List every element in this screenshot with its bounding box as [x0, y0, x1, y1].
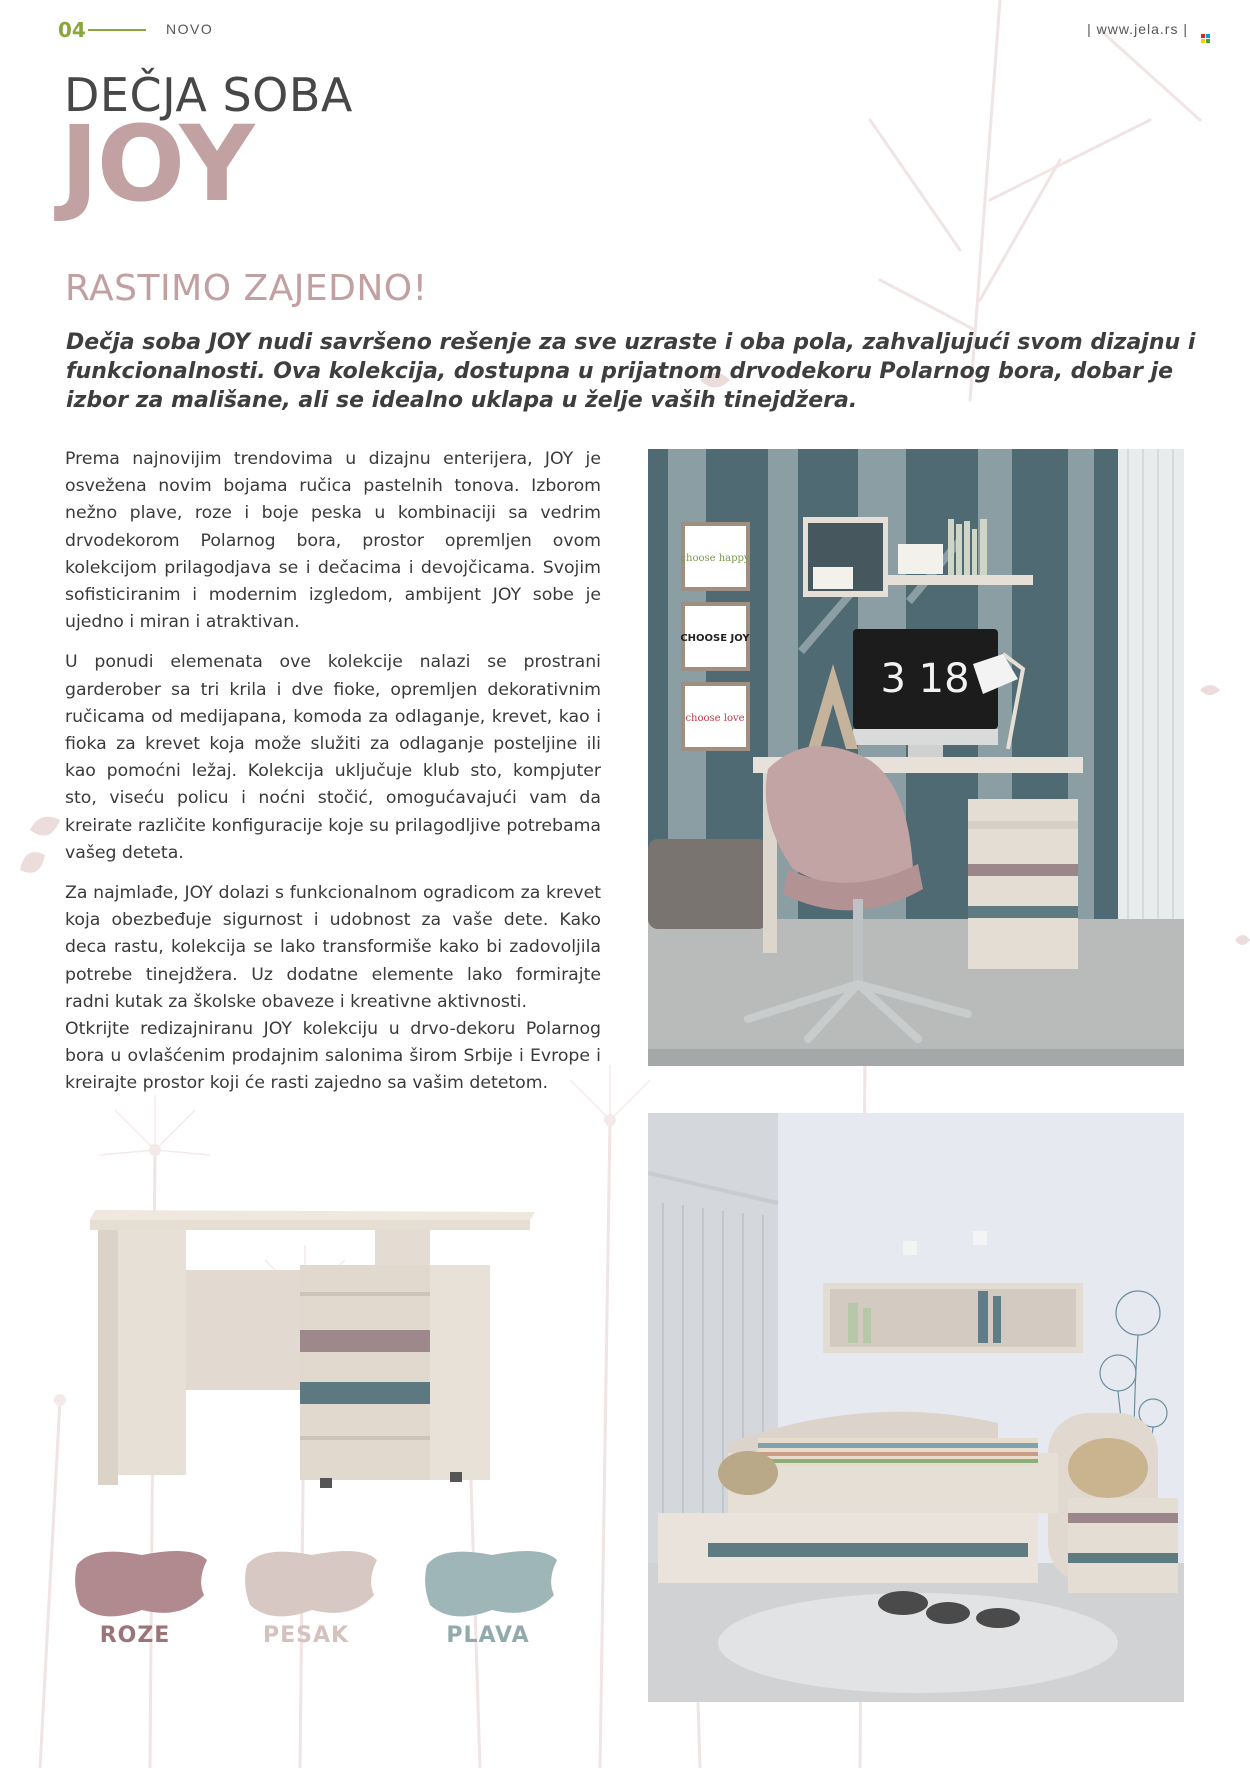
- swatch-plava: [422, 1540, 562, 1630]
- title-line-1: DEČJA SOBA: [64, 68, 353, 122]
- swatch-pesak: [242, 1540, 382, 1630]
- monitor-clock: 3 18: [880, 656, 970, 702]
- body-paragraph-1: Prema najnovijim trendovima u dizajnu enterijera, JOY je osvežena novim bojama ručica pastelnih tonova. Izborom nežno plave, roze i boje peska u kombinaciji sa vedrim drvodekorom Polarnog bora, prostor opremljen ovom kolekcijom prilagodjava se i dečacima i devojčicama. Svojim sofisticiranim i modernim izgledom, ambijent JOY sobe je ujedno i miran i atraktivan.: [65, 449, 601, 633]
- frame-text-2: CHOOSE JOY: [680, 633, 750, 644]
- website-link[interactable]: | www.jela.rs |: [1087, 21, 1188, 37]
- color-logo-icon: [1201, 34, 1210, 43]
- subtitle: RASTIMO ZAJEDNO!: [65, 268, 428, 309]
- swatch-label-roze: ROZE: [99, 1623, 171, 1648]
- header-rule: [88, 29, 146, 31]
- page-number: 04: [58, 18, 86, 42]
- swatch-roze: [72, 1540, 212, 1630]
- swatch-plava-shape: [425, 1551, 557, 1616]
- body-text: [65, 446, 601, 1111]
- frame-text-1: choose happy: [680, 553, 750, 564]
- body-paragraph-3: Za najmlađe, JOY dolazi s funkcionalnom ogradicom za krevet koja obezbeđuje sigurnost i udobnost za vaše dete. Kako deca rastu, kolekcija se lako transformiše kako bi zadovoljila potrebe tinejdžera. Uz dodatne elemente lako formirajte radni kutak za školske obaveze i kreativne aktivnosti.: [65, 883, 601, 1012]
- swatch-label-pesak: PESAK: [262, 1623, 350, 1648]
- lead-paragraph: Dečja soba JOY nudi savršeno rešenje za sve uzraste i oba pola, zahvaljujući svom dizajnu i funkcionalnosti. Ova kolekcija, dostupna u prijatnom drvodekoru Polarnog bora, dobar je izbor za mališane, ali se idealno uklapa u želje vaših tinejdžera.: [66, 330, 1196, 413]
- body-paragraph-2: U ponudi elemenata ove kolekcije nalazi se prostrani garderober sa tri krila i dve fioke, opremljen dekorativnim ručicama od medijapana, komoda za odlaganje, krevet, kao i fioka za krevet koja može služiti za odlaganje posteljine ili kao pomoćni ležaj. Kolekcija uključuje klub sto, kompjuter sto, viseću policu i noćni stočić, omogućavajući vam da kreirate različite konfiguracije koje su prilagodljive potrebama vašeg deteta.: [65, 652, 601, 863]
- desk-room-photo: [648, 449, 1184, 1066]
- bed-room-photo: [648, 1113, 1184, 1702]
- swatch-label-plava: PLAVA: [446, 1623, 530, 1648]
- swatch-pesak-shape: [245, 1551, 377, 1616]
- frame-text-3: choose love: [685, 713, 745, 724]
- title-line-2: JOY: [60, 103, 253, 225]
- page-header: [58, 18, 1210, 42]
- body-paragraph-4: Otkrijte redizajniranu JOY kolekciju u drvo-dekoru Polarnog bora u ovlašćenim prodajnim salonima širom Srbije i Evrope i kreirajte prostor koji će rasti zajedno sa vašim detetom.: [65, 1019, 601, 1094]
- desk-product-image: [90, 1210, 550, 1490]
- swatch-roze-shape: [75, 1551, 207, 1616]
- section-label: NOVO: [166, 21, 214, 37]
